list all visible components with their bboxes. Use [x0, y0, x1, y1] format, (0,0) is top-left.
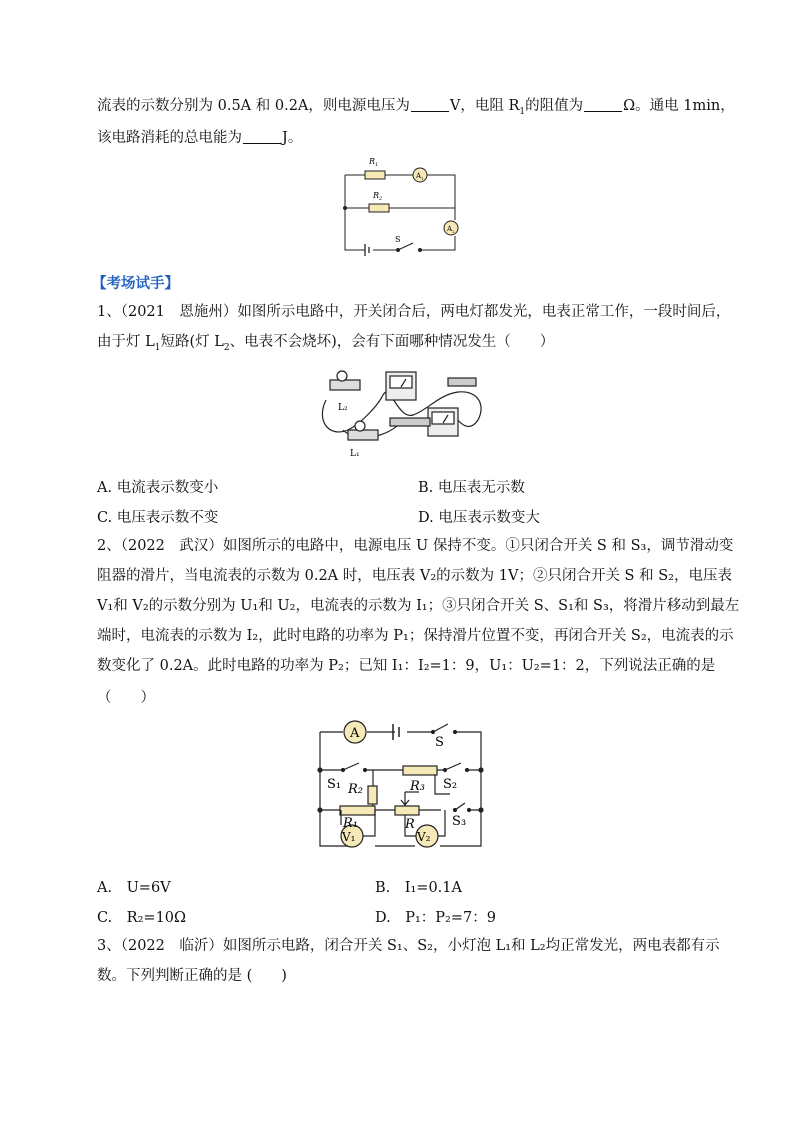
- intro-text: 的阻值为: [525, 98, 584, 114]
- a1-label: $A_1$: [416, 172, 424, 181]
- q1-option-d[interactable]: D. 电压表示数变大: [418, 510, 540, 526]
- q1-option-b[interactable]: B. 电压表无示数: [418, 480, 525, 496]
- switch-s1-label: S₁: [327, 777, 342, 792]
- q3-line-1: 3、（2022 临沂）如图所示电路，闭合开关 S₁、S₂，小灯泡 L₁和 L₂均正常发光，两电表都有示: [97, 938, 720, 954]
- v1-label: V₁: [342, 830, 356, 844]
- switch-s2-label: S₂: [443, 777, 458, 792]
- ammeter-label: A: [350, 726, 360, 741]
- q1-line-2: 由于灯 $L_1$短路(灯 $L_2$、电表不会烧坏)，会有下面哪种情况发生（ ）: [97, 334, 555, 353]
- answer-blank: [584, 97, 622, 112]
- a2-label: $A_2$: [447, 225, 455, 234]
- switch-s-label: S: [435, 735, 444, 750]
- q2-line-1: 2、（2022 武汉）如图所示的电路中，电源电压 U 保持不变。①只闭合开关 S 和 S₃，调节滑动变: [97, 538, 734, 554]
- answer-blank: [243, 129, 281, 144]
- figure-apparatus: [318, 360, 488, 460]
- r2-label: R₂: [348, 782, 363, 797]
- q2-option-a[interactable]: A. U=6V: [97, 880, 171, 896]
- q3-line-2: 数。下列判断正确的是 ( ): [97, 968, 287, 984]
- intro-text: J。: [282, 130, 303, 146]
- switch-label: S: [395, 235, 401, 244]
- intro-text: 该电路消耗的总电能为: [97, 130, 242, 146]
- q1-option-a[interactable]: A. 电流表示数变小: [97, 480, 219, 496]
- q2-option-c[interactable]: C. R₂=10Ω: [97, 910, 187, 926]
- intro-line-1: 流表的示数分别为 0.5A 和 0.2A，则电源电压为 V，电阻 $R_1$的阻值为 Ω。通电 1min，: [97, 98, 735, 117]
- r2-label: $R_2$: [373, 191, 383, 202]
- l1-label: L₁: [350, 449, 360, 459]
- q2-option-b[interactable]: B. I₁=0.1A: [375, 880, 462, 896]
- q2-line-3: V₁和 V₂的示数分别为 U₁和 U₂，电流表的示数为 I₁；③只闭合开关 S、S₁和 S₃，将滑片移动到最左: [97, 598, 740, 614]
- answer-blank: [411, 97, 449, 112]
- q2-line-5: 数变化了 0.2A。此时电路的功率为 P₂；已知 I₁：I₂=1：9，U₁：U₂=1：2，下列说法正确的是: [97, 658, 716, 674]
- figure-circuit-1: [335, 150, 465, 258]
- figure-circuit-2: [315, 718, 490, 858]
- r1-label: R₁: [343, 816, 358, 831]
- section-title: 【考场试手】: [92, 275, 179, 292]
- r3-label: R₃: [410, 779, 425, 794]
- intro-text: V，电阻 R: [449, 98, 520, 114]
- q2-line-4: 端时，电流表的示数为 I₂，此时电路的功率为 P₁；保持滑片位置不变，再闭合开关 S₂，电流表的示: [97, 628, 734, 644]
- q1-option-c[interactable]: C. 电压表示数不变: [97, 510, 219, 526]
- switch-s3-label: S₃: [452, 814, 467, 829]
- r-label: R: [405, 817, 415, 832]
- v2-label: V₂: [417, 830, 431, 844]
- q2-option-d[interactable]: D. P₁：P₂=7：9: [375, 910, 496, 926]
- q2-line-2: 阻器的滑片，当电流表的示数为 0.2A 时，电压表 V₂的示数为 1V；②只闭合开关 S 和 S₂，电压表: [97, 568, 732, 584]
- q1-text: 、电表不会烧坏)，会有下面哪种情况发生（ ）: [229, 334, 555, 350]
- q1-line-1: 1、（2021 恩施州）如图所示电路中，开关闭合后，两电灯都发光，电表正常工作，一段时间后，: [97, 304, 731, 320]
- intro-line-2: [97, 128, 302, 148]
- q1-text: 短路(灯 L: [160, 334, 224, 350]
- q1-text: 由于灯 L: [97, 334, 155, 350]
- r1-label: $R_1$: [369, 157, 379, 168]
- l2-label: L₂: [338, 403, 348, 413]
- intro-text: 流表的示数分别为 0.5A 和 0.2A，则电源电压为: [97, 98, 410, 114]
- intro-text: Ω。通电 1min，: [623, 98, 735, 114]
- q2-line-6: （ ）: [97, 690, 155, 706]
